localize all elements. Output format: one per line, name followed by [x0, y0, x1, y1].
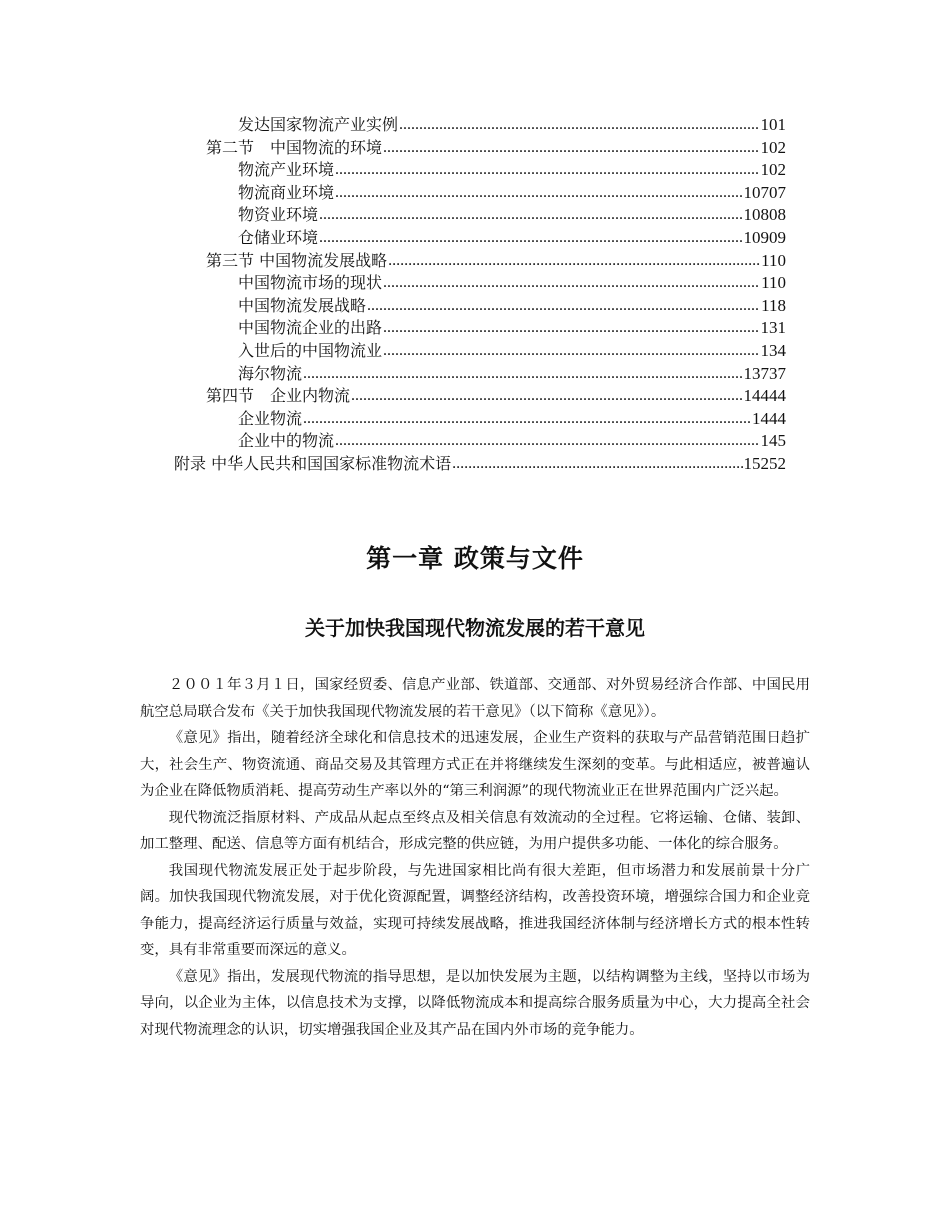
toc-entry-page: 13737: [743, 363, 786, 383]
toc-entry[interactable]: [174, 453, 786, 475]
toc-entry-label: 入世后的中国物流业: [238, 341, 383, 360]
toc-dot-leader: [335, 159, 759, 181]
toc-entry-label: 第二节 中国物流的环境: [206, 137, 383, 157]
toc-entry[interactable]: [238, 340, 786, 362]
toc-entry[interactable]: [206, 385, 786, 407]
toc-entry-label: 物资业环境: [238, 205, 319, 225]
toc-entry-page: 10707: [743, 182, 786, 202]
toc-entry[interactable]: [238, 430, 786, 452]
toc-dot-leader: [383, 272, 760, 294]
toc-entry-label: 仓储业环境: [238, 228, 319, 247]
toc-entry-page: 145: [760, 431, 786, 451]
toc-entry-page: 10909: [743, 228, 786, 247]
toc-entry[interactable]: [238, 272, 786, 294]
paragraph: 《意见》指出，发展现代物流的指导思想，是以加快发展为主题，以结构调整为主线，坚持以市场为导向，以企业为主体，以信息技术为支撑，以降低物流成本和提高综合服务质量为中心，大力提高全社会对现代物流理念的认识，切实增强我国企业及其产品在国内外市场的竞争能力。: [140, 968, 810, 1038]
toc-entry-label: 中国物流市场的现状: [238, 273, 383, 293]
body-text: [140, 672, 810, 1043]
toc-entry-label: 第三节 中国物流发展战略: [206, 250, 388, 270]
toc-entry[interactable]: [238, 363, 786, 385]
paragraph: ２００１年３月１日，国家经贸委、信息产业部、铁道部、交通部、对外贸易经济合作部、中国民用航空总局联合发布《关于加快我国现代物流发展的若干意见》（以下简称《意见》）。: [140, 677, 810, 720]
paragraph: 《意见》指出，随着经济全球化和信息技术的迅速发展，企业生产资料的获取与产品营销范围日趋扩大，社会生产、物资流通、商品交易及其管理方式正在并将继续发生深刻的变革。与此相适应，被普遍认为企业在降低物质消耗、提高劳动生产率以外的“第三利润源”的现代物流业正在世界范围内广泛兴起。: [140, 730, 810, 799]
toc-entry[interactable]: [238, 182, 786, 204]
toc-entry-page: 110: [761, 273, 786, 293]
toc-entry[interactable]: [238, 295, 786, 317]
toc-entry-label: 发达国家物流产业实例: [238, 115, 399, 134]
toc-entry-label: 物流商业环境: [238, 182, 335, 202]
toc-entry-label: 企业中的物流: [238, 431, 335, 451]
toc-entry[interactable]: [206, 137, 786, 159]
toc-entry-label: 中国物流企业的出路: [238, 318, 383, 338]
toc-entry-page: 15252: [743, 454, 786, 473]
toc-entry[interactable]: [206, 250, 786, 272]
toc-entry-page: 14444: [743, 386, 786, 406]
toc-entry-page: 102: [760, 137, 786, 157]
toc-dot-leader: [399, 114, 759, 136]
toc-dot-leader: [383, 340, 759, 362]
toc-dot-leader: [388, 250, 760, 272]
toc-entry[interactable]: [238, 227, 786, 249]
toc-entry-page: 110: [761, 250, 786, 270]
document-title: 关于加快我国现代物流发展的若干意见: [305, 616, 645, 640]
toc-dot-leader: [303, 408, 751, 430]
toc-entry[interactable]: [238, 114, 786, 136]
toc-dot-leader: [319, 227, 742, 249]
toc-entry-label: 企业物流: [238, 408, 303, 428]
toc-dot-leader: [367, 295, 760, 317]
toc-entry[interactable]: [238, 408, 786, 430]
toc-dot-leader: [383, 317, 759, 339]
toc-entry-label: 第四节 企业内物流: [206, 386, 351, 406]
toc-dot-leader: [319, 204, 742, 226]
toc-dot-leader: [335, 182, 742, 204]
toc-entry[interactable]: [238, 204, 786, 226]
toc-entry-page: 134: [760, 341, 786, 360]
toc-entry-label: 中国物流发展战略: [238, 295, 367, 315]
toc-entry[interactable]: [238, 317, 786, 339]
paragraph: 现代物流泛指原材料、产成品从起点至终点及相关信息有效流动的全过程。它将运输、仓储、装卸、加工整理、配送、信息等方面有机结合，形成完整的供应链，为用户提供多功能、一体化的综合服务。: [140, 809, 810, 852]
toc-dot-leader: [383, 137, 759, 159]
toc-dot-leader: [452, 453, 742, 475]
toc-entry-page: 101: [760, 115, 786, 134]
paragraph: 我国现代物流发展正处于起步阶段，与先进国家相比尚有很大差距，但市场潜力和发展前景十分广阔。加快我国现代物流发展，对于优化资源配置，调整经济结构，改善投资环境，增强综合国力和企业竞争能力，提高经济运行质量与效益，实现可持续发展战略，推进我国经济体制与经济增长方式的根本性转变，具有非常重要而深远的意义。: [140, 862, 810, 958]
chapter-title: 第一章 政策与文件: [366, 544, 584, 573]
toc-entry-label: 海尔物流: [238, 363, 303, 383]
toc-dot-leader: [303, 363, 742, 385]
toc-entry-page: 102: [760, 160, 786, 180]
toc-entry-label: 物流产业环境: [238, 160, 335, 180]
toc-dot-leader: [335, 430, 759, 452]
toc-entry-page: 10808: [743, 205, 786, 225]
toc-entry-page: 131: [760, 318, 786, 338]
toc-entry-page: 118: [761, 295, 786, 315]
toc-entry[interactable]: [238, 159, 786, 181]
toc-entry-page: 1444: [752, 408, 786, 428]
toc-entry-label: 附录 中华人民共和国国家标准物流术语: [174, 454, 452, 473]
toc-dot-leader: [351, 385, 742, 407]
